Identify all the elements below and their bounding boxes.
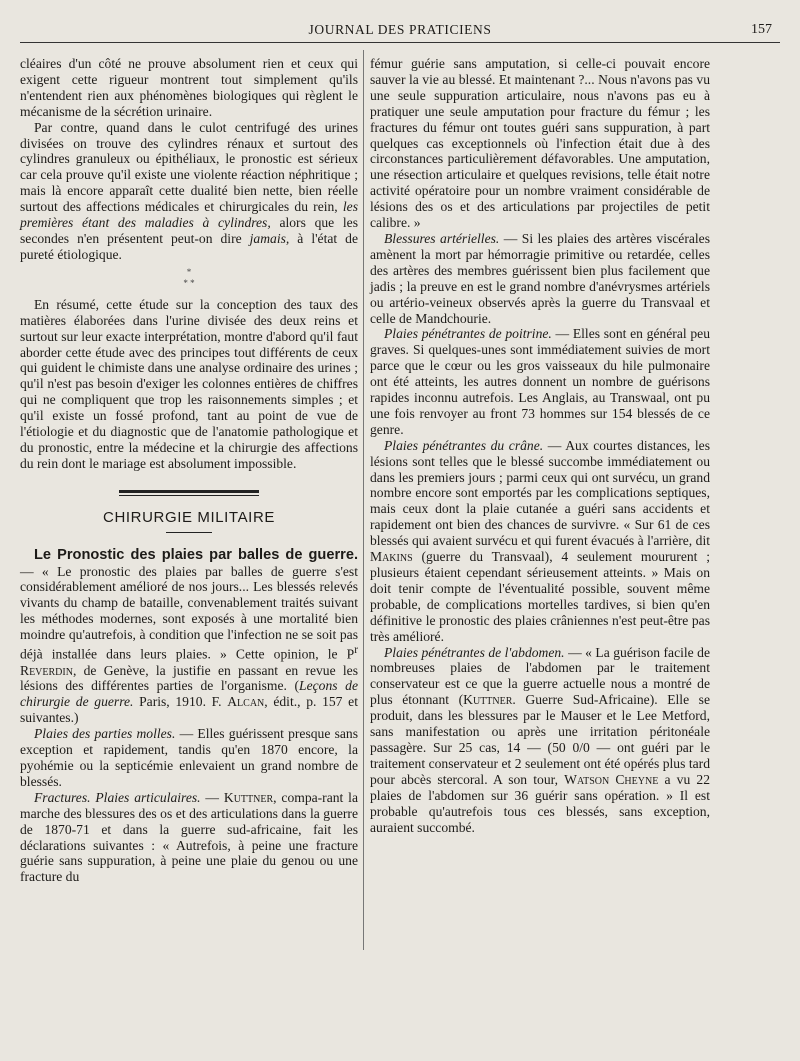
- column-divider: [363, 50, 364, 950]
- paragraph: Plaies des parties molles. — Elles guérissent presque sans exception et rapidement, tandis qu'en 1870 encore, la pyohémie ou la septicémie enlevaient un grand nombre de blessés.: [20, 726, 358, 789]
- section-separator: * * *: [183, 266, 195, 288]
- running-header: [20, 20, 780, 43]
- journal-title: JOURNAL DES PRATICIENS: [308, 22, 492, 37]
- paragraph: Plaies pénétrantes de l'abdomen. — « La guérison facile de nombreuses plaies de l'abdomen par le traitement conservateur est ce que la guerre actuelle nous a montré de plus étonnant (Kuttner. Guerre Sud-Africaine). Elle se produit, dans les blessures par le Mauser et le Lee Metford, sans manifestation ou après une irritation péritonéale passagère. Sur 25 cas, 14 — (50 0/0 — ont guéri par le traitement conservateur et 2 seulement ont été opérés plus tard pour abcès stercoral. A son tour, Watson Cheyne a vu 22 plaies de l'abdomen sur 36 guérir sans opération. » Il est probable qu'autrefois tous ces blessés, sans exception, auraient succombé.: [370, 644, 710, 835]
- page-number: 157: [751, 22, 772, 37]
- author-name: Reverdin: [20, 662, 73, 678]
- paragraph: Le Pronostic des plaies par balles de guerre. — « Le pronostic des plaies par balles de guerre s'est considérablement amélioré de nos jours... Les blessés relevés vivants du champ de bataille, convenablement traités suivant les méthodes modernes, sont exposés à une mortalité bien moindre qu'autrefois, à condition que l'infection ne se soit pas déjà installée dans leurs plaies. » Cette opinion, le $P^r$ Reverdin, de Genève, la justifie en passant en revue les lésions des différentes parties de l'organisme. (Leçons de chirurgie de guerre. Paris, 1910. F. Alcan, édit., p. 157 et suivantes.): [20, 546, 358, 726]
- paragraph: Plaies pénétrantes de poitrine. — Elles sont en général peu graves. Si quelques-unes sont immédiatement suivies de mort parce que le cœur ou les gros vaisseaux du hile pulmonaire ont été atteints, les autres donnent un nombre de guérisons rapides inconnu autrefois. Les Anglais, au Transwaal, ont pu une fois renvoyer au front 73 hommes sur 154 blessés de ce genre.: [370, 326, 710, 437]
- paragraph: Par contre, quand dans le culot centrifugé des urines divisées on trouve des cylindres rénaux et surtout des cylindres granuleux ou épithéliaux, le pronostic est sérieux car cela prouve qu'il existe une violente réaction néphritique ; mais là encore apparaît cette dualité bien nette, bien réelle surtout des affections médicales et chirurgicales du rein, les premières étant des maladies à cylindres, alors que les secondes n'en présentent peut-on dire jamais, à l'état de pureté étiologique.: [20, 119, 358, 262]
- section-rule: [119, 490, 259, 496]
- paragraph: Blessures artérielles. — Si les plaies des artères viscérales amènent la mort par hémorragie primitive ou retardée, celles des artères des membres guérissent bien plus facilement que jadis ; la preuve en est le grand nombre d'anévrysmes artériels ou artério-veineux observés après la guerre du Transvaal et celle de Mandchourie.: [370, 230, 710, 326]
- paragraph: Plaies pénétrantes du crâne. — Aux courtes distances, les lésions sont telles que le blessé succombe immédiatement ou dans les premiers jours ; parmi ceux qui ont survécu, un grand nombre encore sont emportés par les complications septiques, mais ceux dont la plaie cutanée a guéri sans accidents et rapidement ont bien des chances de survivre. « Sur 61 de ces blessés qui avaient survécu et qui furent évacués à l'arrière, dit Makins (guerre du Transvaal), 4 seulement moururent ; plusieurs étaient cependant sérieusement atteints. » Mais on doit tenir compte de l'éventualité possible, souvent même probable, de complications mortelles tardives, si bien qu'en définitive le pronostic des plaies crâniennes n'est peut-être pas très amélioré.: [370, 437, 710, 644]
- title-rule: [166, 532, 212, 533]
- paragraph: cléaires d'un côté ne prouve absolument rien et ceux qui exigent cette rigueur montrent tout simplement qu'ils n'entendent rien aux phénomènes biologiques qui règlent le mécanisme de la sécrétion urinaire.: [20, 56, 358, 119]
- paragraph: Fractures. Plaies articulaires. — Kuttner, compa-rant la marche des blessures des os et des articulations dans la guerre de 1870-71 et dans la guerre sud-africaine, fait les déclarations suivantes : « Autrefois, à peine une fracture guérie sans suppuration, à peine une plaie du genou ou une fracture du: [20, 789, 358, 885]
- paragraph: fémur guérie sans amputation, si celle-ci pouvait encore sauver la vie au blessé. Et maintenant ?... Nous n'avons pas vu une seule suppuration articulaire, nous n'avons pas eu à pratiquer une seule amputation pour fracture du fémur ; les fractures du fémur ont toutes guéri sans suppuration, à part quelques cas exceptionnels où l'infection était due à des circonstances particulièrement défavorables. Une amputation, une résection articulaire et quelques revisions, telle était notre activité opératoire pour un nombre vraiment considérable de lésions des os et des articulations par projectiles de petit calibre. »: [370, 56, 710, 231]
- article-title: Le Pronostic des plaies par balles de guerre.: [34, 546, 358, 563]
- section-title: CHIRURGIE MILITAIRE: [103, 508, 275, 526]
- paragraph: En résumé, cette étude sur la conception des taux des matières élaborées dans l'urine divisée des deux reins et surtout sur leur exacte interprétation, montre d'abord qu'il faut aborder cette étude avec des principes tout différents de ceux qui guident le chimiste dans une analyse ordinaire des urines ; qu'il n'est pas besoin d'exiger les colonnes entières de chiffres qui ne compliquent que trop les raisonnements simples ; et qu'il existe un fossé profond, tant au point de vue de l'étiologie et du diagnostic que de l'anatomie pathologique et du pronostic, entre la médecine et la chirurgie des affections du rein dont le mariage est absolument impossible.: [20, 296, 358, 471]
- right-column: [370, 56, 710, 835]
- left-column: [20, 56, 358, 885]
